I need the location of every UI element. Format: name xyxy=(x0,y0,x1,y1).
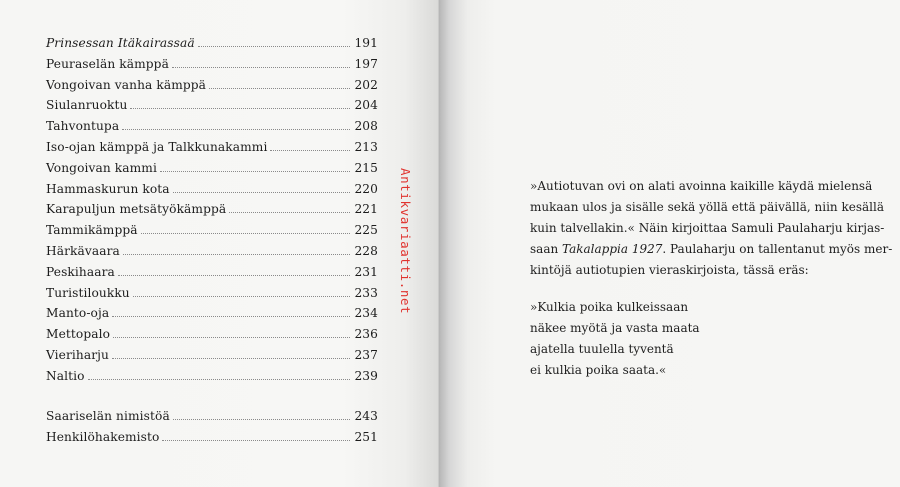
toc-entry-title: Vongoivan kammi xyxy=(46,160,157,175)
toc-entry-title: Saariselän nimistöä xyxy=(46,409,170,423)
toc-entry xyxy=(46,95,378,113)
toc-entry-page: 234 xyxy=(354,306,378,321)
toc-entry-page: 213 xyxy=(354,140,378,154)
toc-entry-page: 228 xyxy=(354,244,378,258)
leader-dots xyxy=(162,440,350,441)
leader-dots xyxy=(118,275,351,276)
toc-appendix-entry xyxy=(46,406,378,424)
toc-entry-title: Tahvontupa xyxy=(46,119,120,134)
toc-entry-title: Manto-oja xyxy=(46,306,110,321)
toc-entry-title: Härkävaara xyxy=(46,244,120,258)
toc-entry-page: 251 xyxy=(354,430,378,444)
paragraph-text: saan xyxy=(530,242,563,256)
paragraph-line: kintöjä autiotupien vieraskirjoista, tässä eräs: xyxy=(530,263,809,277)
toc-entry-title: Prinsessan Itäkairassaä xyxy=(46,36,195,50)
toc-entry-title: Turistiloukku xyxy=(46,285,130,300)
toc-entry-page: 225 xyxy=(354,223,378,238)
toc-entry-title: Naltio xyxy=(46,368,85,383)
toc-entry-title: Siulanruoktu xyxy=(46,98,128,113)
toc-entry-page: 208 xyxy=(354,119,378,134)
toc-entry-title: Karapuljun metsätyökämppä xyxy=(46,202,227,217)
toc-entry xyxy=(46,54,378,72)
book-title-italic: Takalappia 1927 xyxy=(562,242,663,256)
leader-dots xyxy=(270,150,350,151)
toc-entry xyxy=(46,283,378,301)
toc-entry-page: 215 xyxy=(354,160,378,175)
toc-entry-page: 237 xyxy=(354,348,378,362)
toc-entry-title: Vieriharju xyxy=(46,348,109,362)
toc-entry-title: Vongoivan vanha kämppä xyxy=(46,77,207,92)
toc-entry xyxy=(46,33,378,51)
poem-line: näkee myötä ja vasta maata xyxy=(530,321,700,335)
paragraph-line xyxy=(530,239,893,260)
toc-entry xyxy=(46,158,378,176)
toc-entry-title: Hammaskurun kota xyxy=(46,181,170,196)
leader-dots xyxy=(123,254,351,255)
toc-entry xyxy=(46,324,378,342)
leader-dots xyxy=(198,46,351,47)
toc-entry-title: Iso-ojan kämppä ja Talkkunakammi xyxy=(46,140,268,154)
leader-dots xyxy=(133,296,351,297)
toc-entry-title: Peuraselän kämppä xyxy=(46,56,169,71)
toc-entry-page: 220 xyxy=(354,181,378,196)
toc-entry-page: 197 xyxy=(354,56,378,71)
toc-entry-page: 191 xyxy=(354,36,378,50)
toc-entry-page: 204 xyxy=(354,98,378,113)
toc-entry-title: Tammikämppä xyxy=(46,223,138,238)
toc-entry xyxy=(46,116,378,134)
poem-line: ei kulkia poika saata.« xyxy=(530,363,667,377)
leader-dots xyxy=(209,88,350,89)
toc-entry xyxy=(46,303,378,321)
paragraph-line: »Autiotuvan ovi on alati avoinna kaikille käydä mielensä xyxy=(530,179,873,193)
leader-dots xyxy=(160,171,350,172)
leader-dots xyxy=(229,212,350,213)
toc-entry-title: Mettopalo xyxy=(46,327,111,342)
toc-entry-page: 221 xyxy=(354,202,378,217)
toc-entry-title: Henkilöhakemisto xyxy=(46,430,160,444)
toc-entry xyxy=(46,179,378,197)
toc-entry xyxy=(46,366,378,384)
leader-dots xyxy=(112,358,350,359)
paragraph-line: kuin talvellakin.« Näin kirjoittaa Samuli Paulaharju kirjas- xyxy=(530,221,885,235)
paragraph-text: . Paulaharju on tallentanut myös mer- xyxy=(662,242,893,256)
quote-paragraph xyxy=(530,176,893,281)
paragraph-line: mukaan ulos ja sisälle sekä yöllä että päivällä, niin kesällä xyxy=(530,200,884,214)
leader-dots xyxy=(113,337,350,338)
toc-entry xyxy=(46,199,378,217)
leader-dots xyxy=(173,419,351,420)
toc-entry xyxy=(46,262,378,280)
toc-entry xyxy=(46,220,378,238)
left-page xyxy=(0,0,440,487)
watermark-stamp: Antikvariaatti.net xyxy=(398,168,413,315)
leader-dots xyxy=(173,192,351,193)
toc-entry-page: 231 xyxy=(354,264,378,279)
leader-dots xyxy=(112,316,350,317)
toc-entry xyxy=(46,75,378,93)
toc-entry-page: 236 xyxy=(354,327,378,342)
toc-entry-title: Peskihaara xyxy=(46,264,115,279)
leader-dots xyxy=(88,379,351,380)
toc-appendix-entry xyxy=(46,427,378,445)
leader-dots xyxy=(130,108,350,109)
toc-entry xyxy=(46,345,378,363)
leader-dots xyxy=(172,67,350,68)
poem-line: »Kulkia poika kulkeissaan xyxy=(530,300,689,314)
toc-entry-page: 233 xyxy=(354,285,378,300)
poem-verse xyxy=(530,297,700,381)
toc-entry-page: 202 xyxy=(354,77,378,92)
leader-dots xyxy=(122,129,350,130)
toc-entry xyxy=(46,137,378,155)
leader-dots xyxy=(141,233,351,234)
toc-entry-page: 243 xyxy=(354,409,378,423)
toc-entry-page: 239 xyxy=(354,368,378,383)
poem-line: ajatella tuulella tyventä xyxy=(530,342,674,356)
toc-entry xyxy=(46,241,378,259)
